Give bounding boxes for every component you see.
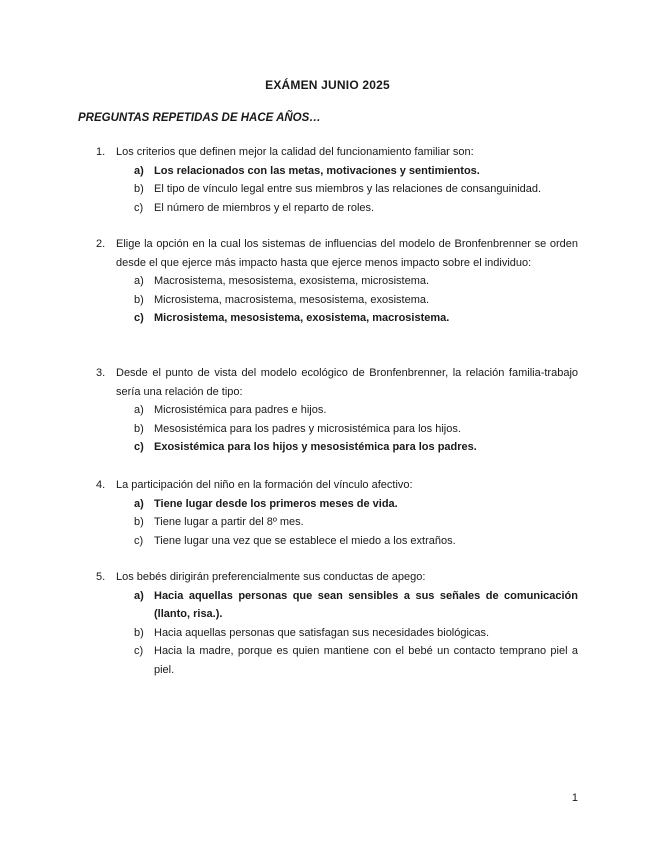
question-5	[96, 568, 578, 679]
question-2	[96, 235, 578, 328]
question-text: Los bebés dirigirán preferencialmente sus conductas de apego:	[116, 571, 426, 583]
option-text: Los relacionados con las metas, motivaciones y sentimientos.	[154, 164, 480, 177]
option-text: Microsistema, mesosistema, exosistema, macrosistema.	[154, 312, 450, 324]
option-letter: b)	[134, 293, 144, 306]
option-list	[134, 495, 578, 551]
option-text: Macrosistema, mesosistema, exosistema, microsistema.	[154, 275, 430, 287]
question-text: Desde el punto de vista del modelo ecológico de Bronfenbrenner, la relación familia-trabajo sería una relación de tipo:	[116, 367, 578, 398]
option-letter: a)	[134, 497, 144, 510]
option-letter: b)	[134, 422, 144, 435]
option-a-correct	[134, 495, 578, 514]
option-a-correct	[134, 162, 578, 181]
option-letter: a)	[134, 404, 144, 416]
option-a	[134, 272, 578, 291]
question-1	[96, 143, 578, 217]
option-text: Tiene lugar a partir del 8º mes.	[154, 516, 304, 528]
question-number: 5.	[96, 571, 106, 583]
option-b	[134, 624, 578, 643]
question-number: 1.	[96, 146, 106, 158]
option-a-correct	[134, 587, 578, 624]
question-number: 2.	[96, 238, 106, 250]
option-letter: a)	[134, 275, 144, 287]
question-3	[96, 364, 578, 457]
option-list	[134, 587, 578, 680]
question-number: 4.	[96, 479, 106, 491]
option-b	[134, 513, 578, 532]
option-text: Microsistémica para padres e hijos.	[154, 404, 327, 416]
option-text: Tiene lugar una vez que se establece el miedo a los extraños.	[154, 534, 456, 547]
document-title: EXÁMEN JUNIO 2025	[265, 78, 390, 92]
option-text: Hacia aquellas personas que satisfagan sus necesidades biológicas.	[154, 626, 490, 639]
option-c-correct	[134, 309, 578, 328]
option-text: El número de miembros y el reparto de roles.	[154, 201, 375, 214]
option-text: Hacia la madre, porque es quien mantiene con el bebé un contacto temprano piel a piel.	[154, 645, 578, 676]
option-b	[134, 420, 578, 439]
option-list	[134, 162, 578, 218]
option-list	[134, 272, 578, 328]
option-letter: b)	[134, 183, 144, 195]
question-text: La participación del niño en la formación del vínculo afectivo:	[116, 479, 413, 491]
option-text: Mesosistémica para los padres y microsistémica para los hijos.	[154, 422, 461, 435]
option-letter: c)	[134, 201, 144, 214]
option-text: Tiene lugar desde los primeros meses de vida.	[154, 497, 398, 510]
question-4	[96, 476, 578, 550]
option-c	[134, 532, 578, 551]
option-c-correct	[134, 438, 578, 457]
question-text: Los criterios que definen mejor la calidad del funcionamiento familiar son:	[116, 146, 474, 158]
option-letter: c)	[134, 441, 144, 453]
option-text: Hacia aquellas personas que sean sensibles a sus señales de comunicación (llanto, risa.).	[154, 589, 578, 620]
option-text: Microsistema, macrosistema, mesosistema, exosistema.	[154, 293, 430, 306]
option-b	[134, 180, 578, 199]
option-letter: c)	[134, 312, 144, 324]
option-a	[134, 401, 578, 420]
question-number: 3.	[96, 367, 106, 379]
option-letter: c)	[134, 645, 144, 657]
option-text: El tipo de vínculo legal entre sus miembros y las relaciones de consanguinidad.	[154, 183, 542, 195]
option-text: Exosistémica para los hijos y mesosistémica para los padres.	[154, 441, 477, 453]
option-c	[134, 642, 578, 679]
option-letter: a)	[134, 589, 144, 602]
option-c	[134, 199, 578, 218]
option-letter: c)	[134, 534, 144, 547]
option-list	[134, 401, 578, 457]
option-letter: b)	[134, 516, 144, 528]
page-number: 1	[571, 792, 578, 804]
option-letter: a)	[134, 164, 144, 177]
section-heading: PREGUNTAS REPETIDAS DE HACE AÑOS…	[78, 112, 321, 124]
question-text: Elige la opción en la cual los sistemas de influencias del modelo de Bronfenbrenner se orden desde el que ejerce más impacto hasta que ejerce menos impacto sobre el individuo:	[116, 238, 578, 269]
option-letter: b)	[134, 626, 144, 639]
option-b	[134, 291, 578, 310]
